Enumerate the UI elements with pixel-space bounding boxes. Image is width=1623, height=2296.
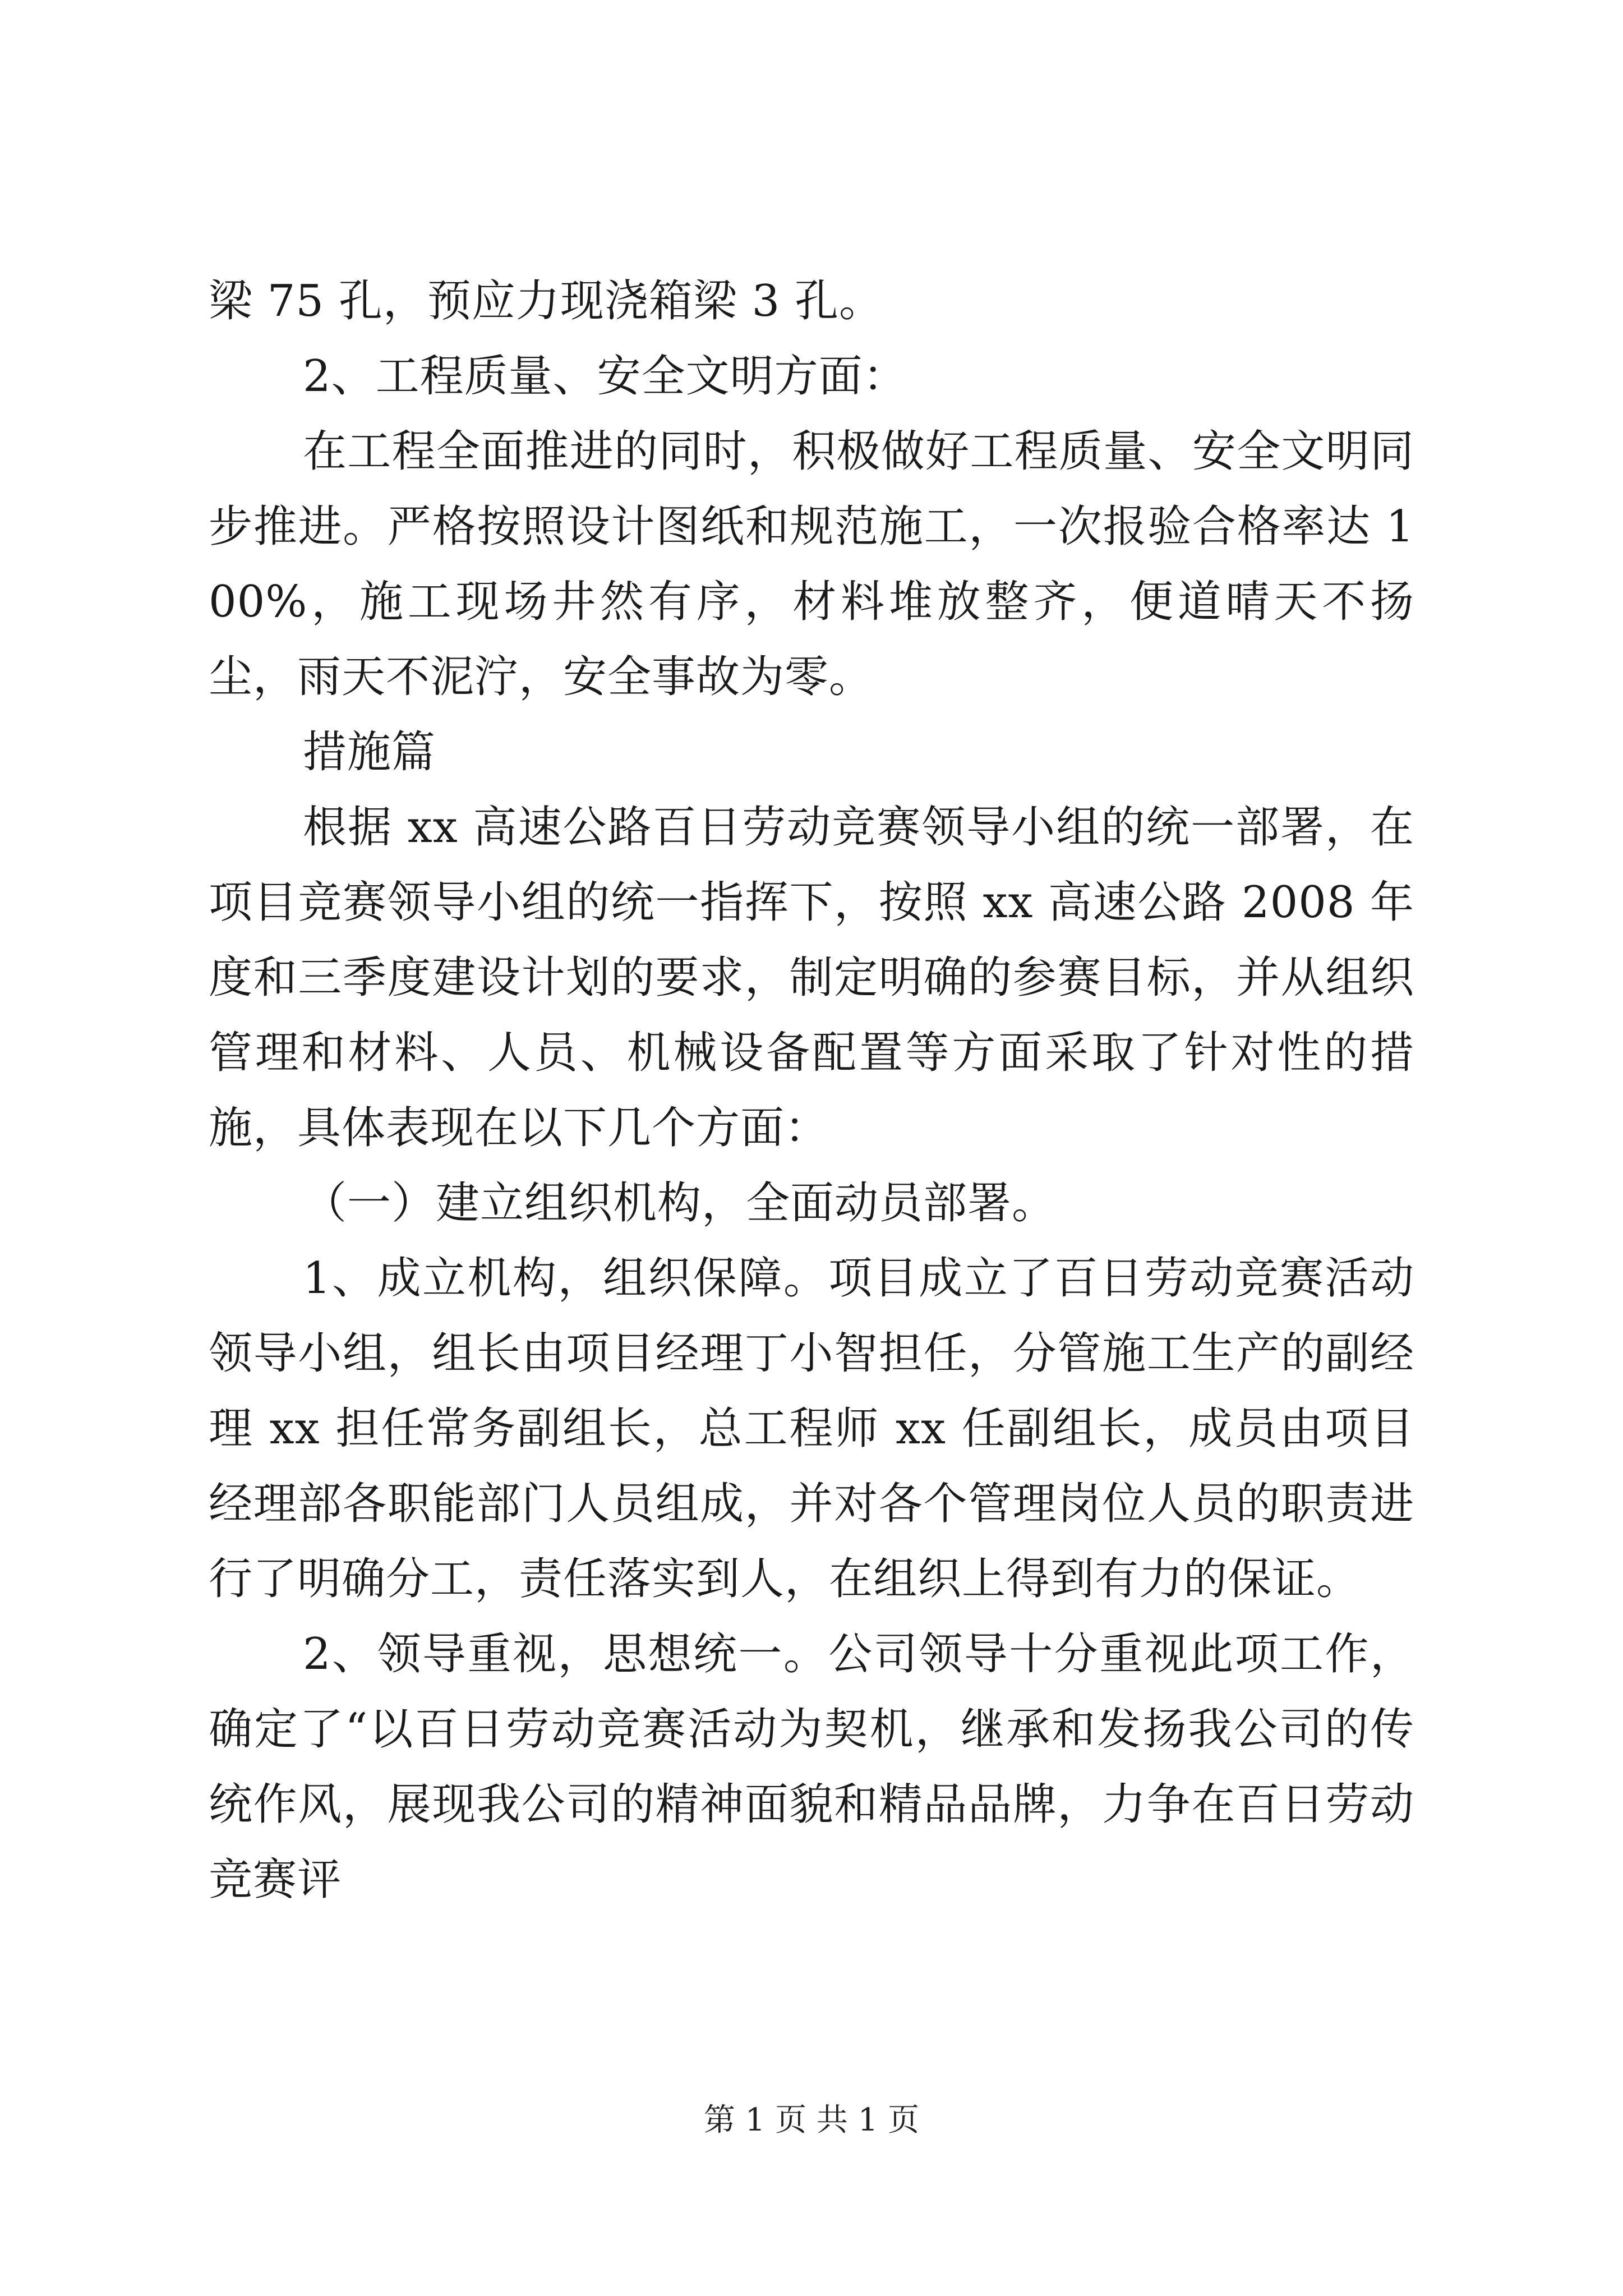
- paragraph-measures-intro: 根据 xx 高速公路百日劳动竞赛领导小组的统一部署，在项目竞赛领导小组的统一指挥下，按照 xx 高速公路 2008 年度和三季度建设计划的要求，制定明确的参赛目标，并从组织管理和材料、人员、机械设备配置等方面采取了针对性的措施，具体表现在以下几个方面：: [209, 802, 1414, 1153]
- page-number-footer: 第 1 页 共 1 页: [703, 2102, 920, 2138]
- paragraph-organization-1: 1、成立机构，组织保障。项目成立了百日劳动竞赛活动领导小组，组长由项目经理丁小智担任，分管施工生产的副经理 xx 担任常务副组长，总工程师 xx 任副组长，成员由项目经理部各职能部门人员组成，并对各个管理岗位人员的职责进行了明确分工，责任落实到人，在组织上得到有力的保证。: [209, 1253, 1414, 1604]
- paragraph-quality-heading: 2、工程质量、安全文明方面：: [303, 351, 907, 402]
- document-body: [209, 264, 1414, 1917]
- paragraph-continuation: 梁 75 孔，预应力现浇箱梁 3 孔。: [209, 276, 884, 326]
- paragraph-quality-body: 在工程全面推进的同时，积极做好工程质量、安全文明同步推进。严格按照设计图纸和规范施工，一次报验合格率达 100%，施工现场井然有序，材料堆放整齐，便道晴天不扬尘，雨天不泥泞，安全事故为零。: [209, 426, 1414, 702]
- subsection-heading-organization: （一）建立组织机构，全面动员部署。: [303, 1178, 1057, 1228]
- section-heading-measures: 措施篇: [303, 727, 436, 777]
- paragraph-organization-2: 2、领导重视，思想统一。公司领导十分重视此项工作，确定了“以百日劳动竞赛活动为契机，继承和发扬我公司的传统作风，展现我公司的精神面貌和精品品牌，力争在百日劳动竞赛评: [209, 1629, 1414, 1905]
